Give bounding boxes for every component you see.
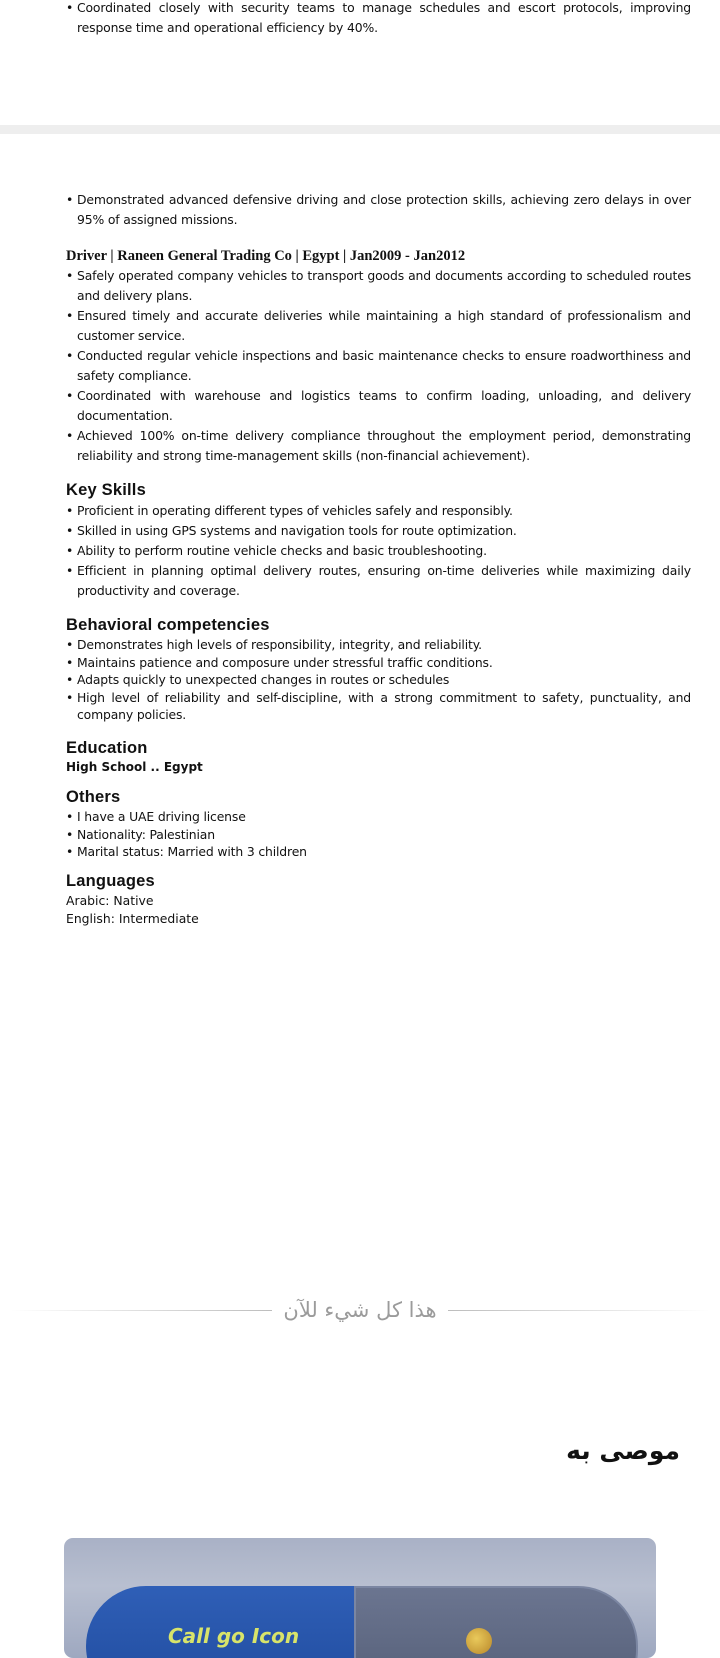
- bullet-item: • Achieved 100% on-time delivery compliance throughout the employment period, demonstrating reliability and strong time-management skills (non-financial achievement).: [66, 426, 691, 466]
- section-heading: Behavioral competencies: [66, 616, 270, 634]
- bullet-item: • High level of reliability and self-discipline, with a strong commitment to safety, punctuality, and company policies.: [66, 689, 691, 724]
- language-entry: English: Intermediate: [66, 910, 199, 926]
- key-skills-list: [66, 501, 691, 601]
- education-entry: High School .. Egypt: [66, 760, 203, 774]
- promo-emblem-icon: [466, 1628, 492, 1654]
- bullet-item: • Conducted regular vehicle inspections and basic maintenance checks to ensure roadworthiness and safety compliance.: [66, 346, 691, 386]
- section-heading: Languages: [66, 872, 155, 890]
- section-heading: Education: [66, 739, 148, 757]
- bullet-item: • Skilled in using GPS systems and navigation tools for route optimization.: [66, 521, 691, 541]
- end-of-content-divider: [0, 1295, 720, 1325]
- bullet-item: • Adapts quickly to unexpected changes in routes or schedules: [66, 671, 691, 689]
- languages-section: [66, 870, 691, 927]
- previous-page-fragment: [0, 0, 720, 125]
- bullet-item: • Ability to perform routine vehicle checks and basic troubleshooting.: [66, 541, 691, 561]
- resume-page: [0, 134, 720, 1640]
- job-title: Driver | Raneen General Trading Co | Egypt | Jan2009 - Jan2012: [66, 248, 466, 264]
- bullet-item: • Nationality: Palestinian: [66, 826, 691, 844]
- experience-continued: [66, 190, 691, 230]
- section-heading: Key Skills: [66, 481, 146, 499]
- job-entry: [66, 246, 691, 466]
- bullet-item: • Efficient in planning optimal delivery routes, ensuring on-time deliveries while maximizing daily productivity and coverage.: [66, 561, 691, 601]
- behavioral-list: [66, 636, 691, 724]
- end-of-content-label: هذا كل شيء للآن: [283, 1298, 437, 1322]
- language-entry: Arabic: Native: [66, 893, 154, 908]
- others-section: [66, 786, 691, 861]
- education-section: [66, 737, 691, 777]
- divider-line-left: [10, 1310, 272, 1311]
- section-heading: Others: [66, 788, 121, 806]
- others-list: [66, 808, 691, 861]
- job-bullets: [66, 266, 691, 466]
- bullet-item: • Maintains patience and composure under stressful traffic conditions.: [66, 654, 691, 672]
- bullet-item: • Coordinated with warehouse and logistics teams to confirm loading, unloading, and delivery documentation.: [66, 386, 691, 426]
- behavioral-section: [66, 614, 691, 724]
- bullet-item: • Safely operated company vehicles to transport goods and documents according to scheduled routes and delivery plans.: [66, 266, 691, 306]
- bullet-item: • Ensured timely and accurate deliveries while maintaining a high standard of professionalism and customer service.: [66, 306, 691, 346]
- bullet-item: • Demonstrates high levels of responsibility, integrity, and reliability.: [66, 636, 691, 654]
- bullet-item: • Proficient in operating different types of vehicles safely and responsibly.: [66, 501, 691, 521]
- bullet-item: • Demonstrated advanced defensive driving and close protection skills, achieving zero delays in over 95% of assigned missions.: [66, 190, 691, 230]
- experience-bullets-top: [66, 0, 691, 38]
- bullet-item: • I have a UAE driving license: [66, 808, 691, 826]
- recommended-promo-card[interactable]: [64, 1538, 656, 1658]
- promo-capsule-right: [354, 1586, 638, 1658]
- key-skills-section: [66, 479, 691, 601]
- promo-text: Call go Icon: [168, 1624, 300, 1648]
- page-separator: [0, 125, 720, 134]
- recommended-heading: موصى به: [566, 1436, 680, 1465]
- divider-line-right: [448, 1310, 710, 1311]
- bullet-item: • Marital status: Married with 3 children: [66, 843, 691, 861]
- bullet-item: • Coordinated closely with security teams to manage schedules and escort protocols, improving response time and operational efficiency by 40%.: [66, 0, 691, 38]
